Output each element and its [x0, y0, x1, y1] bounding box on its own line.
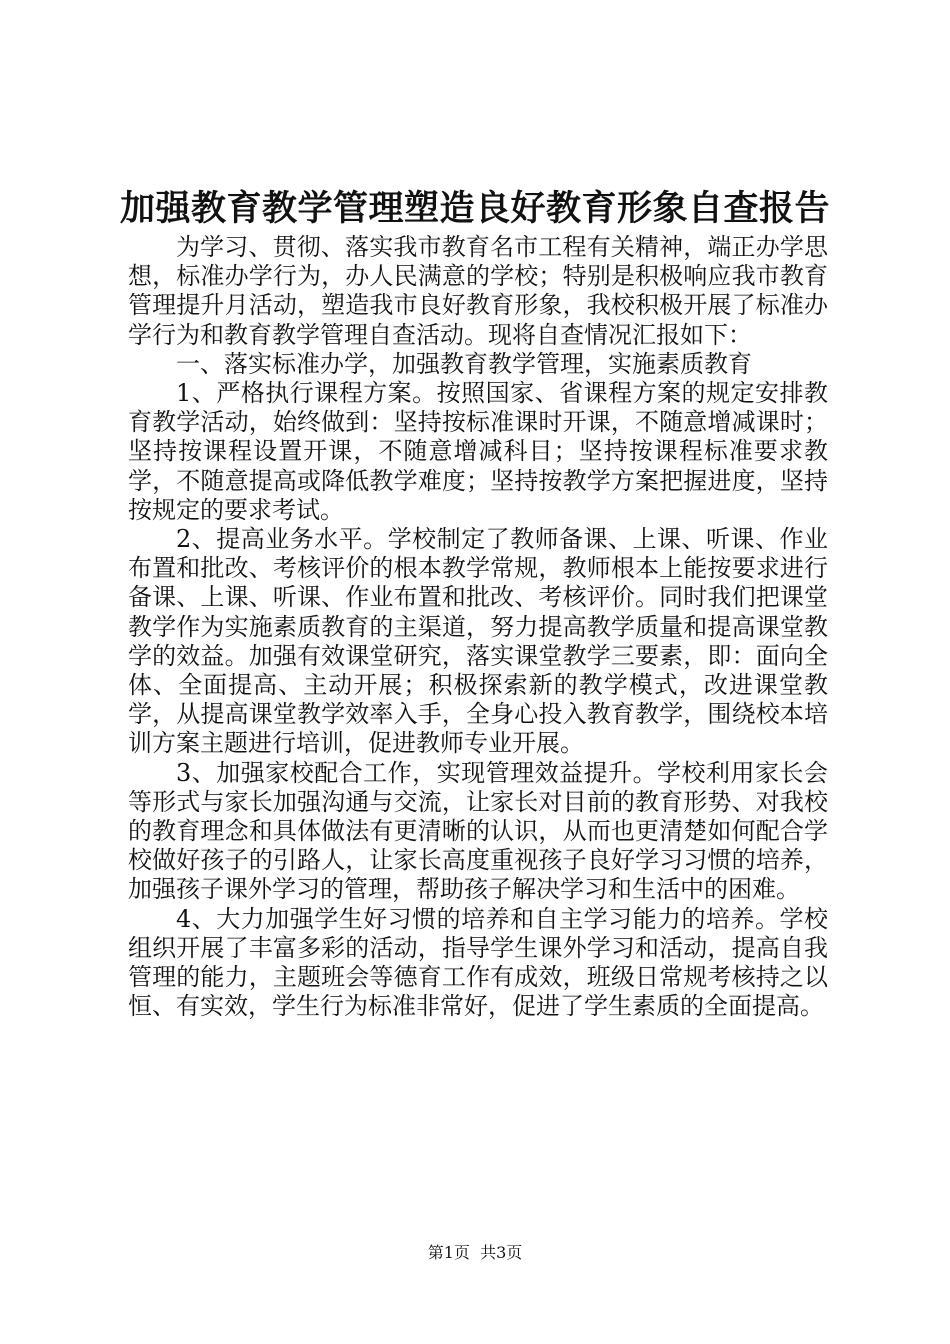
- document-body: [128, 233, 828, 1021]
- paragraph-intro: 为学习、贯彻、落实我市教育名市工程有关精神，端正办学思想，标准办学行为，办人民满意的学校；特别是积极响应我市教育管理提升月活动，塑造我市良好教育形象，我校积极开展了标准办学行为和教育教学管理自查活动。现将自查情况汇报如下：: [128, 233, 828, 349]
- paragraph-item-1: 1、严格执行课程方案。按照国家、省课程方案的规定安排教育教学活动，始终做到：坚持按标准课时开课，不随意增减课时；坚持按课程设置开课，不随意增减科目；坚持按课程标准要求教学，不随意提高或降低教学难度；坚持按教学方案把握进度，坚持按规定的要求考试。: [128, 379, 828, 524]
- paragraph-item-2: 2、提高业务水平。学校制定了教师备课、上课、听课、作业布置和批改、考核评价的根本教学常规，教师根本上能按要求进行备课、上课、听课、作业布置和批改、考核评价。同时我们把课堂教学作为实施素质教育的主渠道，努力提高教学质量和提高课堂教学的效益。加强有效课堂研究，落实课堂教学三要素，即：面向全体、全面提高、主动开展；积极探索新的教学模式，改进课堂教学，从提高课堂教学效率入手，全身心投入教育教学，围绕校本培训方案主题进行培训，促进教师专业开展。: [128, 525, 828, 758]
- page-footer: [0, 1242, 950, 1264]
- page-total: 共3页: [480, 1243, 523, 1262]
- document-title: 加强教育教学管理塑造良好教育形象自查报告: [119, 188, 830, 229]
- paragraph-item-3: 3、加强家校配合工作，实现管理效益提升。学校利用家长会等形式与家长加强沟通与交流，让家长对目前的教育形势、对我校的教育理念和具体做法有更清晰的认识，从而也更清楚如何配合学校做好孩子的引路人，让家长高度重视孩子良好学习习惯的培养，加强孩子课外学习的管理，帮助孩子解决学习和生活中的困难。: [128, 758, 828, 904]
- section-heading: 一、落实标准办学，加强教育教学管理，实施素质教育: [176, 349, 752, 378]
- paragraph-item-4: 4、大力加强学生好习惯的培养和自主学习能力的培养。学校组织开展了丰富多彩的活动，指导学生课外学习和活动，提高自我管理的能力，主题班会等德育工作有成效，班级日常规考核持之以恒、有实效，学生行为标准非常好，促进了学生素质的全面提高。: [128, 904, 828, 1021]
- page-number: 第1页: [427, 1243, 470, 1262]
